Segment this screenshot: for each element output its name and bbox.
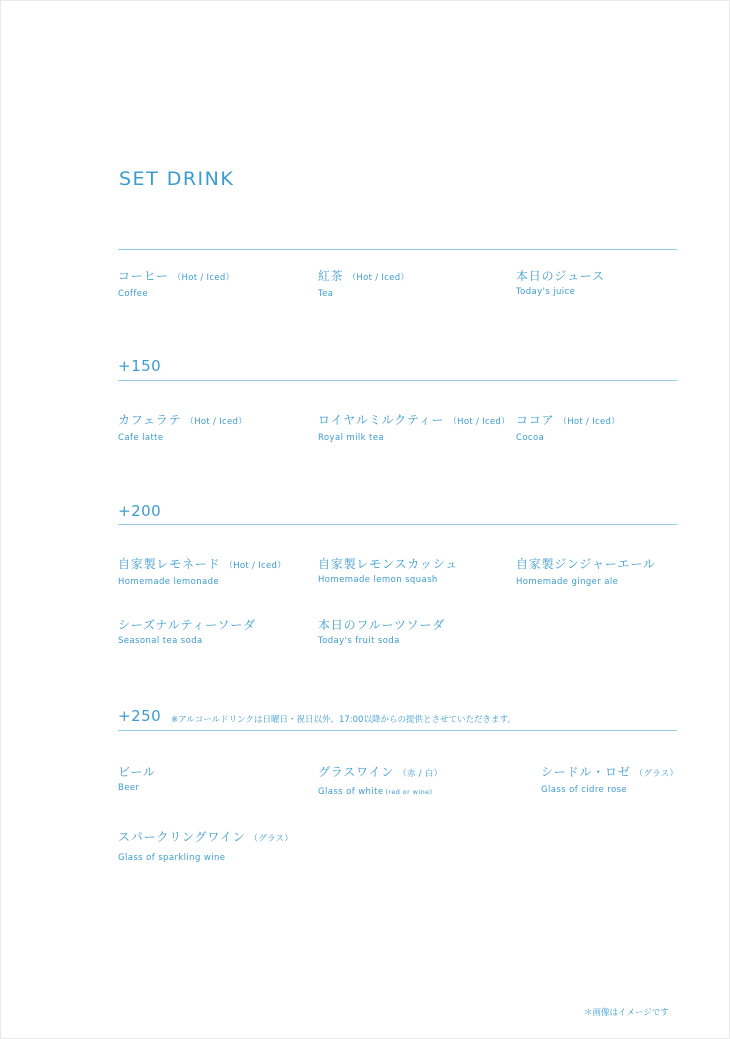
item-name-en: Today's fruit soda <box>318 636 400 646</box>
menu-item-coffee <box>118 269 234 299</box>
menu-item-todays-juice <box>516 269 605 297</box>
item-name-en: Glass of cidre rose <box>541 785 628 795</box>
item-name-jp: 自家製ジンジャーエール <box>516 557 656 571</box>
item-name-jp: ココア <box>516 413 555 427</box>
divider-150 <box>118 380 677 381</box>
item-option: （Hot / Iced） <box>185 417 248 427</box>
menu-item-tea <box>318 269 409 299</box>
price-200: +200 <box>118 502 162 520</box>
price-150: +150 <box>118 357 162 375</box>
item-name-jp: 本日のジュース <box>516 269 605 283</box>
menu-item-todays-fruit-soda <box>318 618 445 646</box>
item-option: （Hot / Iced） <box>224 561 287 571</box>
menu-item-cafe-latte <box>118 413 247 443</box>
item-name-en: Beer <box>118 783 140 793</box>
item-name-jp: シーズナルティーソーダ <box>118 618 256 632</box>
alcohol-note: ※アルコールドリンクは日曜日・祝日以外、17:00以降からの提供とさせていただきます。 <box>171 715 516 725</box>
item-name-jp: コーヒー <box>118 269 169 283</box>
item-name-en: Seasonal tea soda <box>118 636 203 646</box>
item-name-en: Homemade lemonade <box>118 577 220 587</box>
menu-item-homemade-lemon-squash <box>318 557 458 585</box>
menu-item-seasonal-tea-soda <box>118 618 256 646</box>
item-name-jp: カフェラテ <box>118 413 182 427</box>
menu-item-homemade-ginger-ale <box>516 557 656 587</box>
item-name-en: Tea <box>318 289 334 299</box>
item-option: （Hot / Iced） <box>347 273 410 283</box>
menu-item-homemade-lemonade <box>118 557 286 587</box>
item-name-jp: 本日のフルーツソーダ <box>318 618 446 632</box>
menu-item-glass-wine <box>318 765 442 797</box>
item-name-jp: ロイヤルミルクティー <box>318 413 445 427</box>
item-option: （Hot / Iced） <box>558 417 621 427</box>
menu-item-beer <box>118 765 156 793</box>
divider-250 <box>118 730 677 731</box>
item-option: （グラス） <box>249 834 294 844</box>
item-option: （Hot / Iced） <box>172 273 235 283</box>
item-name-en: Glass of white <box>318 787 384 797</box>
item-name-en-note: (red or wine) <box>385 788 433 796</box>
item-name-en: Cafe latte <box>118 433 164 443</box>
image-disclaimer: ＊画像はイメージです <box>584 1008 669 1018</box>
menu-item-cocoa <box>516 413 620 443</box>
divider-base <box>118 249 677 250</box>
item-name-en: Today's juice <box>516 287 576 297</box>
divider-200 <box>118 524 677 525</box>
item-name-jp: 自家製レモネード <box>118 557 221 571</box>
item-name-jp: スパークリングワイン <box>118 830 246 844</box>
item-name-jp: グラスワイン <box>318 765 395 779</box>
menu-item-cidre-rose <box>541 765 678 795</box>
page-title: SET DRINK <box>119 168 235 190</box>
item-name-en: Cocoa <box>516 433 545 443</box>
item-name-en: Glass of sparkling wine <box>118 853 226 863</box>
item-name-jp: 自家製レモンスカッシュ <box>318 557 459 571</box>
item-name-en: Homemade ginger ale <box>516 577 619 587</box>
item-name-en: Homemade lemon squash <box>318 575 438 585</box>
item-name-jp: ビール <box>118 765 156 779</box>
item-option: （グラス） <box>634 769 679 779</box>
menu-item-sparkling-wine <box>118 830 293 863</box>
price-250: +250 <box>118 707 162 725</box>
item-option: （Hot / Iced） <box>448 417 510 427</box>
item-name-jp: 紅茶 <box>318 269 344 283</box>
item-name-jp: シードル・ロゼ <box>541 765 631 779</box>
item-name-en: Royal milk tea <box>318 433 385 443</box>
item-name-en: Coffee <box>118 289 148 299</box>
item-option: （赤 / 白） <box>398 769 443 779</box>
menu-item-royal-milk-tea <box>318 413 510 443</box>
